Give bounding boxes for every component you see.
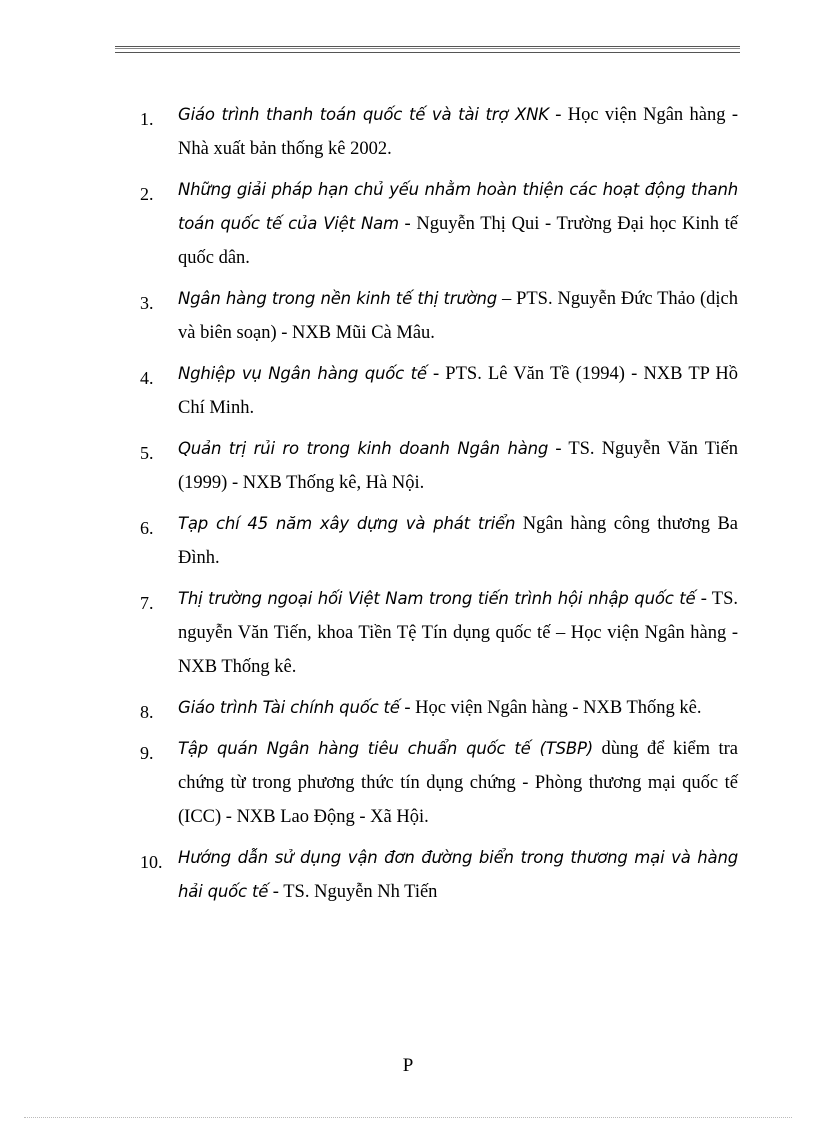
header-rule <box>115 46 740 53</box>
reference-number: 8. <box>140 702 154 722</box>
reference-item-6 <box>140 507 738 575</box>
reference-number: 9. <box>140 743 154 763</box>
reference-details: dùng để kiểm tra chứng từ trong phương thức tín dụng chứng - Phòng thương mại quốc tế (ICC) - NXB Lao Động - Xã Hội. <box>178 739 738 827</box>
reference-title: Ngân hàng trong nền kinh tế thị trường <box>178 289 498 308</box>
reference-list <box>140 98 738 916</box>
reference-details: - TS. Nguyễn Văn Tiến (1999) - NXB Thống kê, Hà Nội. <box>178 439 738 493</box>
reference-title: Giáo trình thanh toán quốc tế và tài trợ XNK <box>178 105 549 124</box>
reference-number: 10. <box>140 852 163 872</box>
reference-details: - Học viện Ngân hàng - NXB Thống kê. <box>399 698 702 718</box>
reference-number: 2. <box>140 184 154 204</box>
reference-title: Quản trị rủi ro trong kinh doanh Ngân hàng <box>178 439 549 458</box>
reference-item-1 <box>140 98 738 166</box>
reference-details: - Học viện Ngân hàng - Nhà xuất bản thống kê 2002. <box>178 105 738 159</box>
reference-number: 3. <box>140 293 154 313</box>
footer-divider <box>24 1117 792 1118</box>
reference-details: - TS. Nguyễn Nh Tiến <box>268 882 438 902</box>
reference-title: Những giải pháp hạn chủ yếu nhằm hoàn thiện các hoạt động thanh toán quốc tế của Việt Nam <box>178 180 738 233</box>
reference-details: Ngân hàng công thương Ba Đình. <box>178 514 739 568</box>
reference-title: Hướng dẫn sử dụng vận đơn đường biển trong thương mại và hàng hải quốc tế <box>178 848 738 901</box>
reference-item-3 <box>140 282 738 350</box>
reference-title: Thị trường ngoại hối Việt Nam trong tiến trình hội nhập quốc tế <box>178 589 696 608</box>
reference-item-2 <box>140 173 738 275</box>
reference-title: Nghiệp vụ Ngân hàng quốc tế <box>178 364 427 383</box>
reference-item-8 <box>140 691 738 725</box>
reference-item-4 <box>140 357 738 425</box>
reference-number: 7. <box>140 593 154 613</box>
reference-number: 4. <box>140 368 154 388</box>
page-marker: P <box>402 1055 414 1076</box>
reference-details: - PTS. Lê Văn Tề (1994) - NXB TP Hồ Chí Minh. <box>178 364 739 418</box>
reference-item-5 <box>140 432 738 500</box>
reference-number: 1. <box>140 109 154 129</box>
reference-number: 5. <box>140 443 154 463</box>
reference-number: 6. <box>140 518 154 538</box>
reference-title: Giáo trình Tài chính quốc tế <box>178 698 400 717</box>
reference-item-9 <box>140 732 738 834</box>
reference-details: - Nguyễn Thị Qui - Trường Đại học Kinh tế quốc dân. <box>178 214 738 268</box>
reference-details: – PTS. Nguyễn Đức Thảo (dịch và biên soạn) - NXB Mũi Cà Mâu. <box>178 289 738 343</box>
reference-title: Tạp chí 45 năm xây dựng và phát triển <box>178 514 516 533</box>
reference-item-7 <box>140 582 738 684</box>
reference-details: - TS. nguyễn Văn Tiến, khoa Tiền Tệ Tín dụng quốc tế – Học viện Ngân hàng - NXB Thống kê. <box>178 589 739 677</box>
reference-title: Tập quán Ngân hàng tiêu chuẩn quốc tế (TSBP) <box>178 739 593 758</box>
reference-item-10 <box>140 841 738 909</box>
